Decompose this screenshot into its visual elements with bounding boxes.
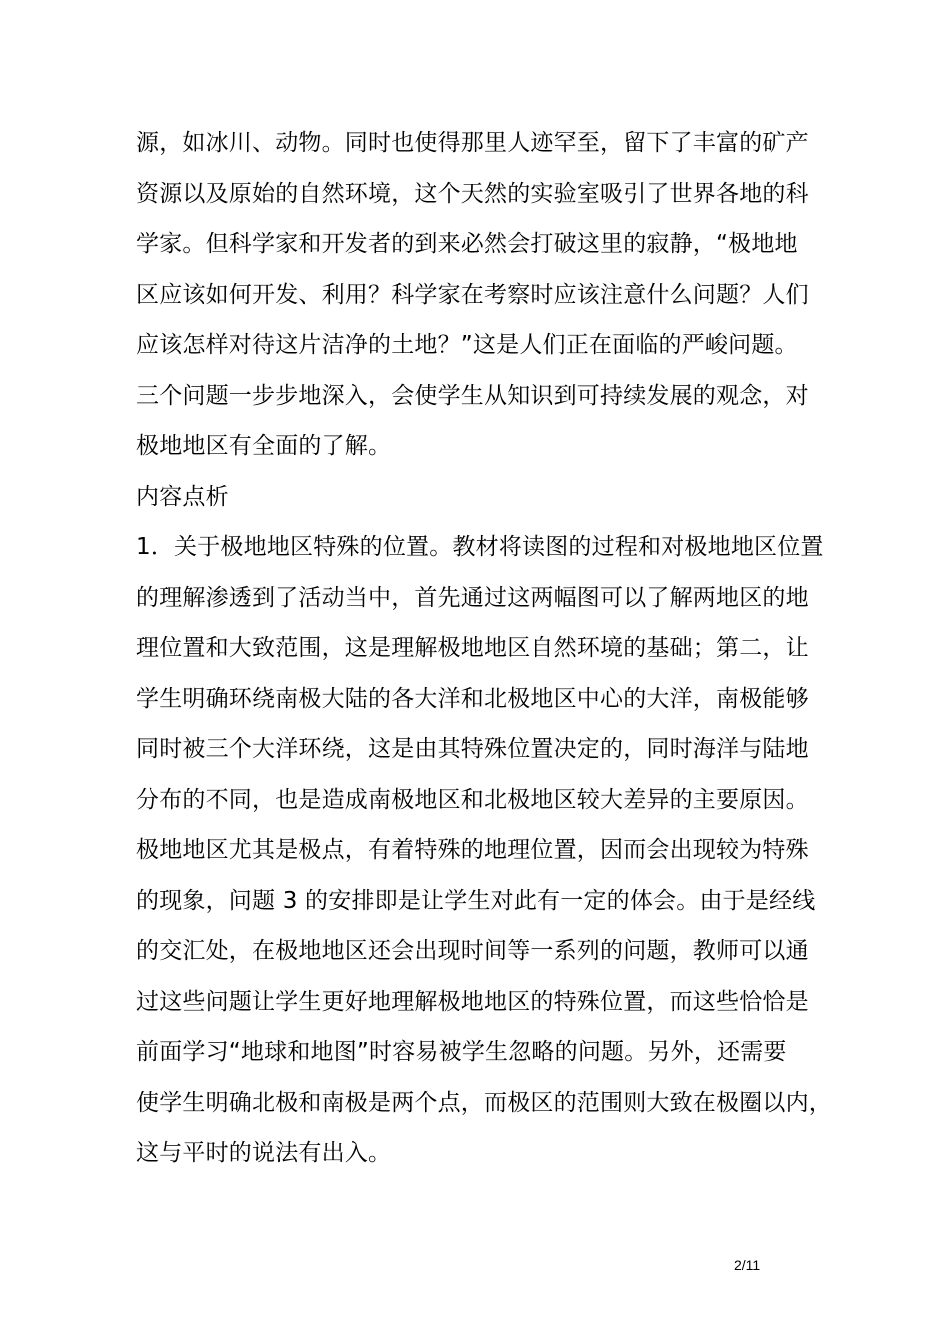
text-line: 理位置和大致范围，这是理解极地地区自然环境的基础；第二，让 (136, 635, 809, 661)
text-line: 过这些问题让学生更好地理解极地地区的特殊位置，而这些恰恰是 (136, 988, 809, 1015)
text-line: 使学生明确北极和南极是两个点，而极区的范围则大致在极圈以内， (136, 1089, 832, 1116)
text-line: 极地地区尤其是极点，有着特殊的地理位置，因而会出现较为特殊 (136, 837, 809, 863)
text-line: 区应该如何开发、利用？科学家在考察时应该注意什么问题？人们 (136, 281, 809, 308)
text-line: 这与平时的说法有出入。 (136, 1140, 392, 1166)
body-text (136, 118, 832, 1179)
text-line: 1．关于极地地区特殊的位置。教材将读图的过程和对极地地区位置 (136, 534, 824, 560)
text-line: 三个问题一步步地深入，会使学生从知识到可持续发展的观念，对 (136, 382, 809, 409)
text-line: 的理解渗透到了活动当中，首先通过这两幅图可以了解两地区的地 (136, 584, 809, 611)
page-number: 2/11 (734, 1257, 761, 1273)
text-line: 学家。但科学家和开发者的到来必然会打破这里的寂静，“极地地 (136, 231, 798, 257)
text-line: 应该怎样对待这片洁净的土地？”这是人们正在面临的严峻问题。 (136, 332, 798, 358)
text-line: 的现象，问题 3 的安排即是让学生对此有一定的体会。由于是经线 (136, 887, 816, 914)
text-line: 前面学习“地球和地图”时容易被学生忽略的问题。另外，还需要 (136, 1039, 787, 1065)
text-line: 源，如冰川、动物。同时也使得那里人迹罕至，留下了丰富的矿产 (136, 130, 809, 156)
text-line: 资源以及原始的自然环境，这个天然的实验室吸引了世界各地的科 (136, 180, 809, 207)
text-line: 极地地区有全面的了解。 (136, 433, 392, 459)
text-line: 同时被三个大洋环绕，这是由其特殊位置决定的，同时海洋与陆地 (136, 736, 809, 762)
text-line: 分布的不同，也是造成南极地区和北极地区较大差异的主要原因。 (136, 786, 809, 813)
section-heading: 内容点析 (136, 483, 229, 510)
text-line: 学生明确环绕南极大陆的各大洋和北极地区中心的大洋，南极能够 (136, 685, 809, 712)
text-line: 的交汇处，在极地地区还会出现时间等一系列的问题，教师可以通 (136, 938, 809, 964)
